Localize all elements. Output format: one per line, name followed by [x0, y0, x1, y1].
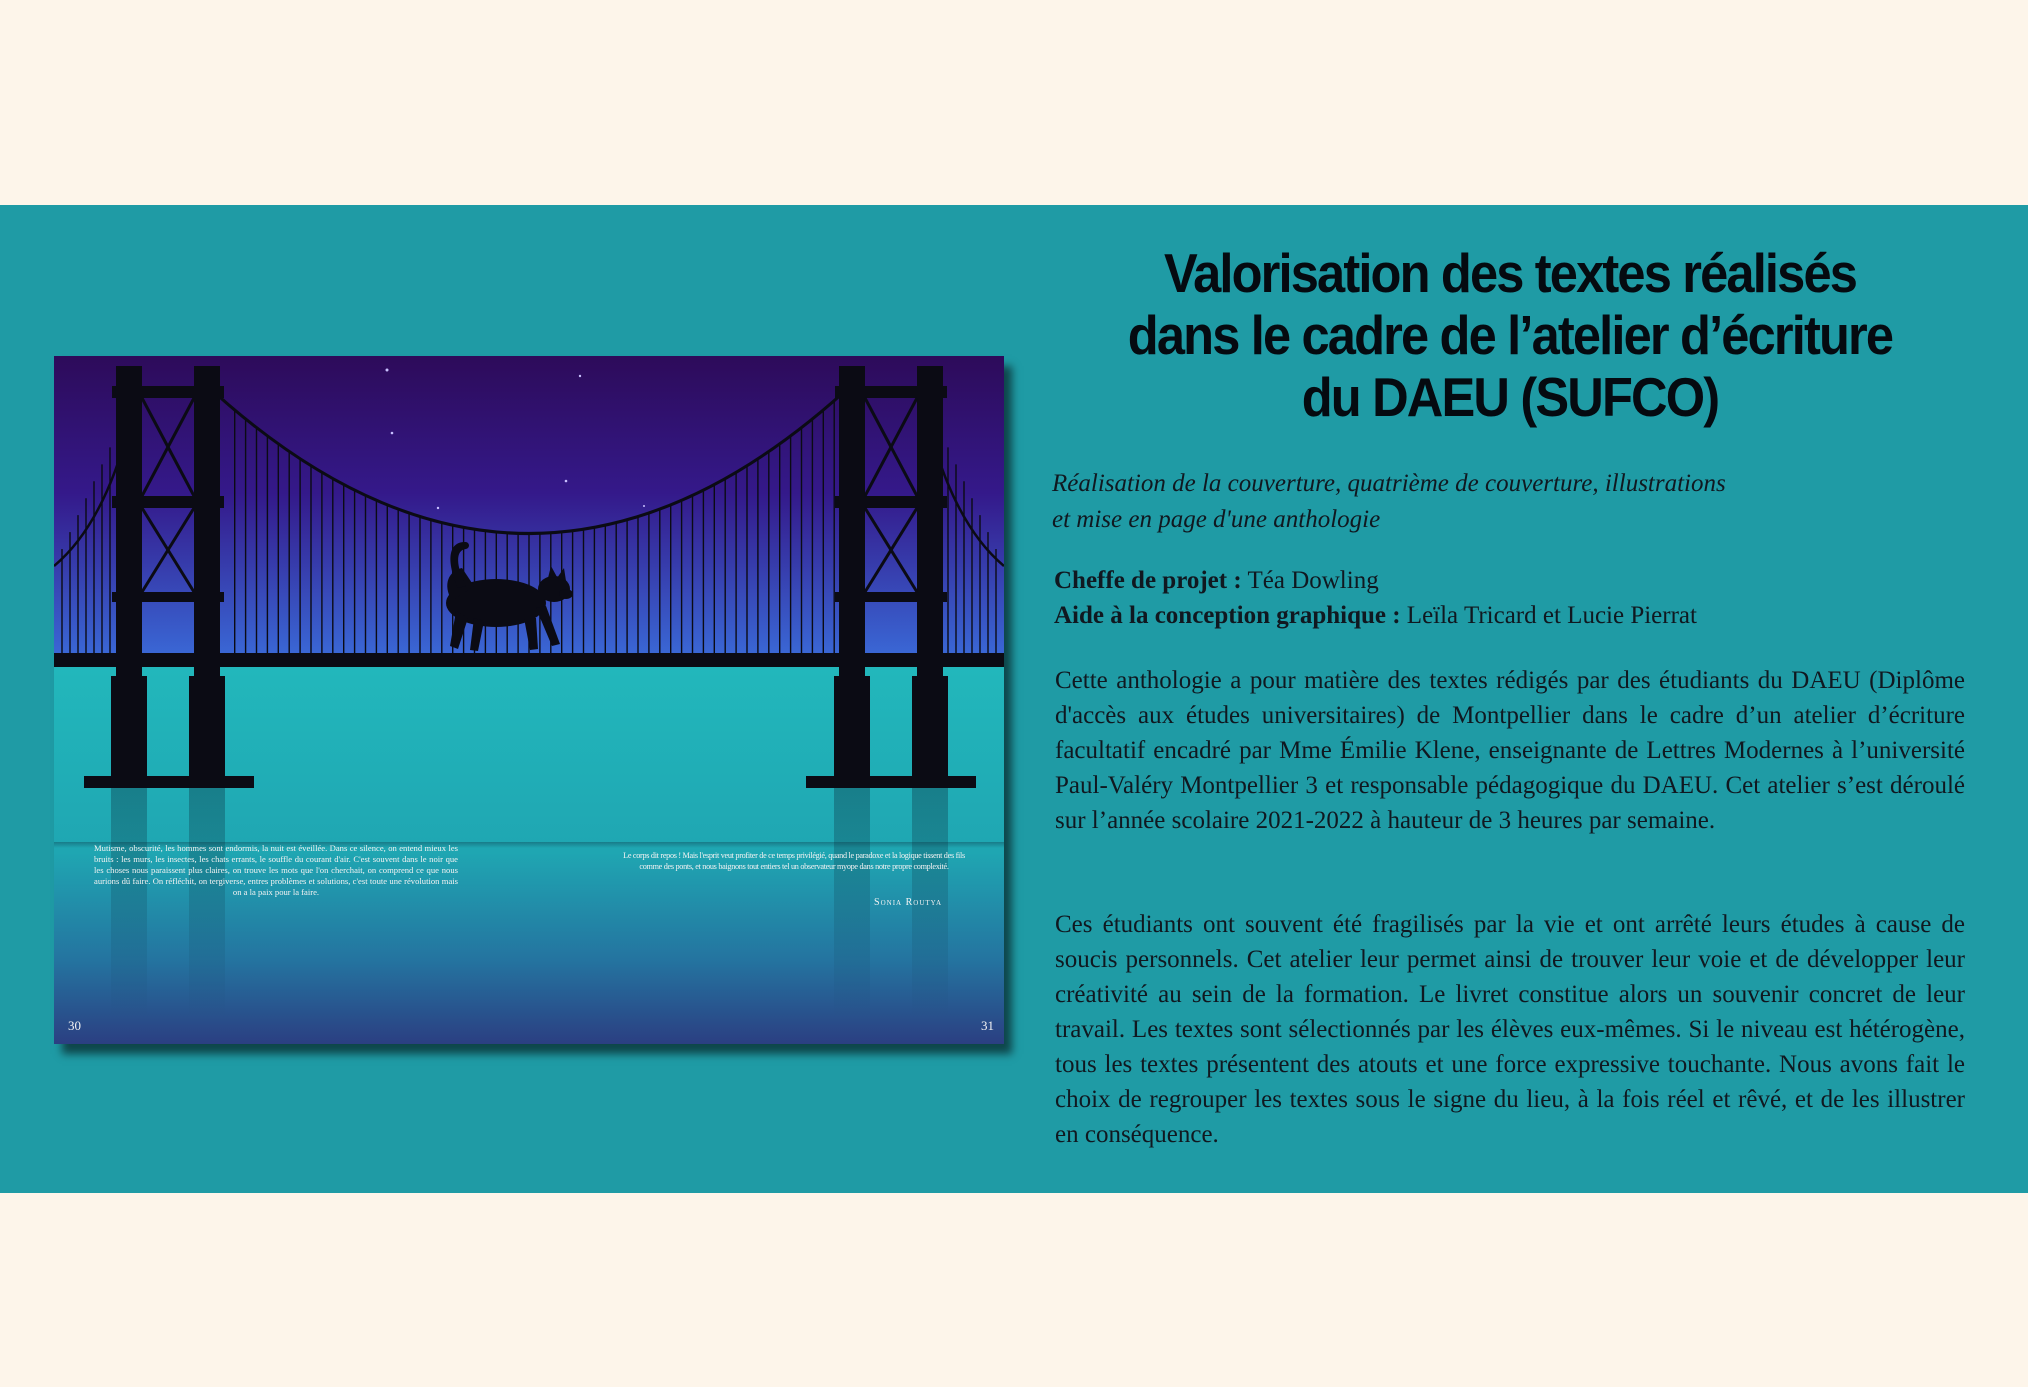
- title-line-1: Valorisation des textes réalisés: [1163, 242, 1857, 304]
- page-number-left: 30: [68, 1018, 81, 1033]
- subtitle-line-2: et mise en page d'une anthologie: [1052, 506, 1381, 533]
- bridge-cat-illustration: [54, 356, 1004, 1044]
- title-line-3: du DAEU (SUFCO): [1301, 366, 1719, 428]
- page-number-right: 31: [981, 1018, 994, 1033]
- credits: [1054, 563, 1954, 633]
- credit-aide-value: Leïla Tricard et Lucie Pierrat: [1406, 602, 1697, 629]
- subtitle: [1052, 466, 1872, 538]
- body-paragraph-2: Ces étudiants ont souvent été fragilisés par la vie et ont arrêté leurs études à cause de soucis personnels. Cet atelier leur permet ainsi de trouver leur voie et de développer leur créativité au sein de la formation. Le livret constitue alors un souvenir concret de leur travail. Les textes sont sélectionnés par les élèves eux-mêmes. Si le niveau est hétérogène, tous les textes présentent des atouts et une force expressive touchante. Nous avons fait le choix de regrouper les textes sous le signe du lieu, à la fois réel et rêvé, et de les illustrer en conséquence.: [1055, 911, 1965, 1148]
- credit-lead-label: Cheffe de projet :: [1054, 567, 1242, 594]
- title-line-2: dans le cadre de l’atelier d’écriture: [1127, 304, 1893, 366]
- author-signature: Sonia Routya: [874, 897, 942, 908]
- body-paragraph-1: Cette anthologie a pour matière des textes rédigés par des étudiants du DAEU (Diplôme d'accès aux études universitaires) de Montpellier dans le cadre d’un atelier d’écriture facultatif encadré par Mme Émilie Klene, enseignante de Lettres Modernes à l’université Paul-Valéry Montpellier 3 et responsable pédagogique du DAEU. Cet atelier s’est déroulé sur l’année scolaire 2021-2022 à hauteur de 3 heures par semaine.: [1055, 667, 1965, 834]
- subtitle-line-1: Réalisation de la couverture, quatrième de couverture, illustrations: [1052, 470, 1726, 497]
- left-page-text: Mutisme, obscurité, les hommes sont endormis, la nuit est éveillée. Dans ce silence, on entend mieux les bruits : les murs, les insectes, les chats errants, le souffle du courant d'air. C'est souvent dans le noir que les choses nous paraissent plus claires, on trouve les mots que l'on cherchait, on comprend ce que nous aurions dû faire. On réfléchit, on tergiverse, entres problèmes et solutions, c'est toute une révolution mais on a la paix pour la faire.: [94, 843, 458, 897]
- credit-lead: [1054, 563, 1954, 598]
- credit-aide: [1054, 598, 1954, 633]
- credit-aide-label: Aide à la conception graphique :: [1054, 602, 1401, 629]
- page-title: [1078, 242, 1943, 428]
- right-page-text: Le corps dit repos ! Mais l'esprit veut profiter de ce temps privilégié, quand le paradoxe et la logique tissent des fils comme des ponts, et nous baignons tout entiers tel un observateur myope dans notre propre complexité.: [623, 851, 965, 871]
- credit-lead-value: Téa Dowling: [1247, 567, 1379, 594]
- anthology-spread-illustration: [54, 356, 1004, 1044]
